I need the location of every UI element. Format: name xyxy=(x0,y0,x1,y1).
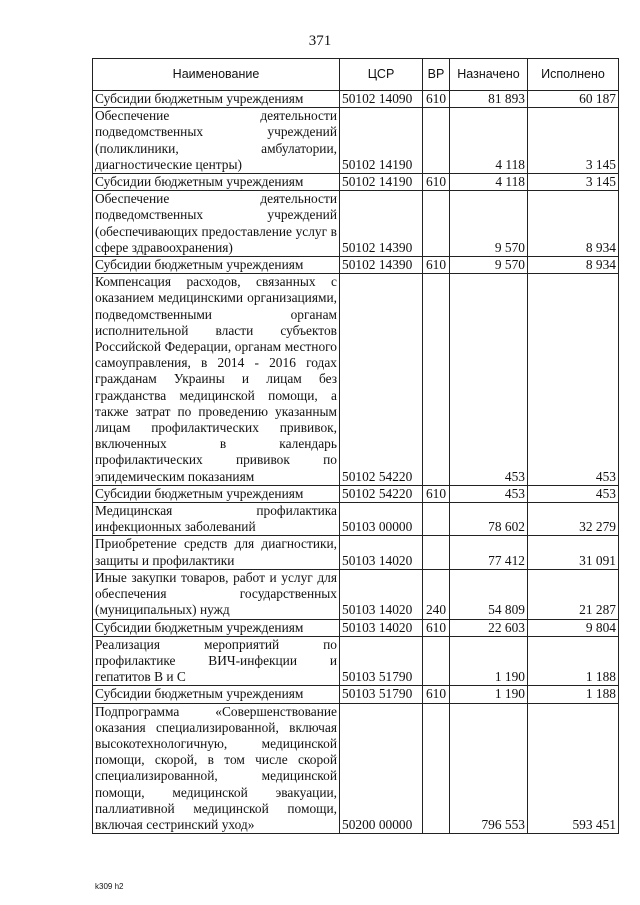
row-executed: 60 187 xyxy=(528,91,619,108)
row-csr: 50102 14090 xyxy=(340,91,423,108)
header-csr: ЦСР xyxy=(340,59,423,91)
row-vr xyxy=(423,536,450,569)
row-vr: 610 xyxy=(423,91,450,108)
row-executed: 1 188 xyxy=(528,686,619,703)
row-assigned: 77 412 xyxy=(450,536,528,569)
row-executed: 21 287 xyxy=(528,569,619,619)
header-assigned: Назначено xyxy=(450,59,528,91)
row-executed: 31 091 xyxy=(528,536,619,569)
row-assigned: 1 190 xyxy=(450,686,528,703)
row-vr: 240 xyxy=(423,569,450,619)
row-vr: 610 xyxy=(423,257,450,274)
row-executed: 453 xyxy=(528,485,619,502)
row-assigned: 453 xyxy=(450,485,528,502)
table-row xyxy=(93,569,619,619)
row-executed: 8 934 xyxy=(528,257,619,274)
table-row xyxy=(93,503,619,536)
row-name: Приобретение средств для диагностики, защиты и профилактики xyxy=(93,536,340,569)
table-row xyxy=(93,485,619,502)
row-assigned: 54 809 xyxy=(450,569,528,619)
table-row xyxy=(93,619,619,636)
table-row xyxy=(93,636,619,686)
row-name: Обеспечение деятельности подведомственных учреждений (поликлиники, амбулатории, диагностические центры) xyxy=(93,108,340,174)
row-csr: 50103 14020 xyxy=(340,569,423,619)
row-assigned: 22 603 xyxy=(450,619,528,636)
table-row xyxy=(93,91,619,108)
row-executed: 9 804 xyxy=(528,619,619,636)
row-name: Субсидии бюджетным учреждениям xyxy=(93,619,340,636)
row-csr: 50102 14390 xyxy=(340,257,423,274)
row-name: Субсидии бюджетным учреждениям xyxy=(93,91,340,108)
row-name: Субсидии бюджетным учреждениям xyxy=(93,485,340,502)
row-vr xyxy=(423,503,450,536)
row-assigned: 9 570 xyxy=(450,257,528,274)
row-csr: 50102 14390 xyxy=(340,191,423,257)
row-executed: 1 188 xyxy=(528,636,619,686)
row-name: Подпрограмма «Совершенствование оказания специализированной, включая высокотехнологичную, медицинской помощи, скорой, в том числе скорой специализированной, медицинской помощи, медицинской эвакуации, паллиативной медицинской помощи, включая сестринский уход» xyxy=(93,703,340,834)
row-executed: 3 145 xyxy=(528,174,619,191)
row-csr: 50103 51790 xyxy=(340,636,423,686)
table-row xyxy=(93,257,619,274)
row-vr: 610 xyxy=(423,619,450,636)
row-name: Медицинская профилактика инфекционных заболеваний xyxy=(93,503,340,536)
row-executed: 3 145 xyxy=(528,108,619,174)
header-name: Наименование xyxy=(93,59,340,91)
row-executed: 8 934 xyxy=(528,191,619,257)
row-vr xyxy=(423,703,450,834)
row-csr: 50102 54220 xyxy=(340,485,423,502)
row-assigned: 78 602 xyxy=(450,503,528,536)
table-row xyxy=(93,274,619,486)
row-executed: 32 279 xyxy=(528,503,619,536)
row-name: Компенсация расходов, связанных с оказанием медицинскими организациями, подведомственными органам исполнительной власти субъектов Российской Федерации, органам местного самоуправления, в 2014 - 2016 годах гражданам Украины и лицам без гражданства медицинской помощи, а также затрат по проведению указанным лицам профилактических прививок, включенных в календарь профилактических прививок по эпидемическим показаниям xyxy=(93,274,340,486)
table-row xyxy=(93,174,619,191)
row-vr xyxy=(423,108,450,174)
row-csr: 50102 14190 xyxy=(340,174,423,191)
row-assigned: 81 893 xyxy=(450,91,528,108)
table-row xyxy=(93,108,619,174)
table-row xyxy=(93,686,619,703)
row-assigned: 796 553 xyxy=(450,703,528,834)
row-name: Субсидии бюджетным учреждениям xyxy=(93,257,340,274)
row-assigned: 453 xyxy=(450,274,528,486)
row-csr: 50102 54220 xyxy=(340,274,423,486)
row-assigned: 4 118 xyxy=(450,108,528,174)
row-name: Обеспечение деятельности подведомственных учреждений (обеспечивающих предоставление услуг в сфере здравоохранения) xyxy=(93,191,340,257)
row-csr: 50103 00000 xyxy=(340,503,423,536)
row-name: Субсидии бюджетным учреждениям xyxy=(93,174,340,191)
row-csr: 50200 00000 xyxy=(340,703,423,834)
footer-code: k309 h2 xyxy=(95,882,124,891)
header-executed: Исполнено xyxy=(528,59,619,91)
row-csr: 50103 14020 xyxy=(340,619,423,636)
table-row xyxy=(93,703,619,834)
row-executed: 453 xyxy=(528,274,619,486)
row-name: Субсидии бюджетным учреждениям xyxy=(93,686,340,703)
row-vr: 610 xyxy=(423,686,450,703)
row-executed: 593 451 xyxy=(528,703,619,834)
row-assigned: 9 570 xyxy=(450,191,528,257)
table-row xyxy=(93,191,619,257)
row-name: Иные закупки товаров, работ и услуг для обеспечения государственных (муниципальных) нужд xyxy=(93,569,340,619)
row-assigned: 4 118 xyxy=(450,174,528,191)
row-vr xyxy=(423,274,450,486)
row-csr: 50103 14020 xyxy=(340,536,423,569)
row-name: Реализация мероприятий по профилактике ВИЧ-инфекции и гепатитов В и С xyxy=(93,636,340,686)
row-vr xyxy=(423,636,450,686)
row-vr: 610 xyxy=(423,485,450,502)
row-vr: 610 xyxy=(423,174,450,191)
row-csr: 50103 51790 xyxy=(340,686,423,703)
header-vr: ВР xyxy=(423,59,450,91)
row-assigned: 1 190 xyxy=(450,636,528,686)
table-header-row xyxy=(93,59,619,91)
page-number: 371 xyxy=(308,33,332,49)
table-row xyxy=(93,536,619,569)
row-vr xyxy=(423,191,450,257)
budget-table xyxy=(92,58,619,834)
row-csr: 50102 14190 xyxy=(340,108,423,174)
